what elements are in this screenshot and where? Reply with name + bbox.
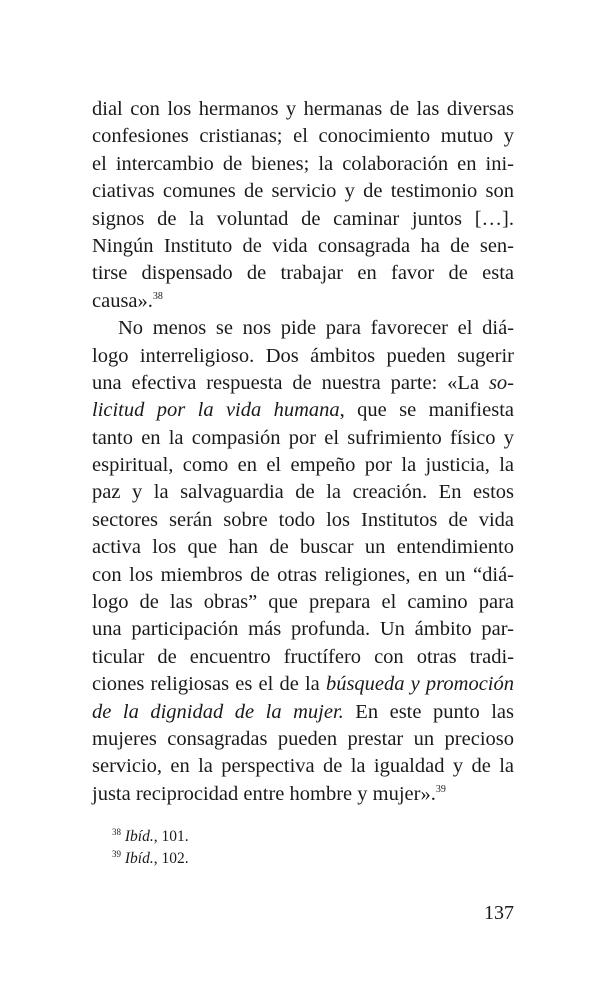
footnotes <box>112 826 189 870</box>
text-line: el intercambio de bienes; la colaboración en ini- <box>92 152 514 175</box>
italic-text: búsqueda y promoción <box>325 673 515 696</box>
text-line: logo de las obras” que prepara el camino para <box>92 591 514 614</box>
text-line: de la dignidad de la mujer. En este punto las <box>92 700 514 723</box>
text-line: dial con los hermanos y hermanas de las diversas <box>92 98 514 120</box>
page-number: 137 <box>484 902 514 924</box>
text-line: una participación más profunda. Un ámbito par- <box>92 618 514 641</box>
body-text <box>92 96 514 808</box>
text-line: con los miembros de otras religiones, en un “diá- <box>92 563 514 586</box>
text-line: logo interreligioso. Dos ámbitos pueden sugerir <box>92 344 514 367</box>
italic-text: de la dignidad de la mujer. <box>92 700 344 723</box>
paragraph-start-line: No menos se nos pide para favorecer el diá- <box>118 317 514 340</box>
text-line: causa».$^{38}$ <box>92 289 163 312</box>
footnote-38 <box>112 826 189 848</box>
text-line: justa reciprocidad entre hombre y mujer».$^{39}$ <box>92 782 446 805</box>
footnote-number: 38 <box>112 827 121 837</box>
footnote-ref: Ibíd. <box>124 850 154 867</box>
text-line: servicio, en la perspectiva de la igualdad y de la <box>92 755 514 778</box>
footnote-number: 39 <box>112 849 121 859</box>
text-line: confesiones cristianas; el conocimiento mutuo y <box>92 125 514 148</box>
text-line: ciones religiosas es el de la búsqueda y promoción <box>92 673 515 696</box>
text-line: ciativas comunes de servicio y de testimonio son <box>92 180 514 203</box>
footnote-39 <box>112 848 189 870</box>
text-line: Ningún Instituto de vida consagrada ha de sen- <box>92 234 514 257</box>
text-line: una efectiva respuesta de nuestra parte: «La so- <box>92 371 514 394</box>
text-line: espiritual, como en el empeño por la justicia, la <box>92 454 514 477</box>
footnote-ref: Ibíd. <box>124 828 154 845</box>
italic-text: so- <box>488 371 514 394</box>
footnote-ref-39: 39 <box>435 783 446 795</box>
text-line: paz y la salvaguardia de la creación. En estos <box>92 481 514 504</box>
text-line: sectores serán sobre todo los Institutos de vida <box>92 508 514 531</box>
footnote-text: , 101. <box>153 828 189 845</box>
text-line: tanto en la compasión por el sufrimiento físico y <box>92 426 514 449</box>
text-line: signos de la voluntad de caminar juntos […]. <box>92 207 514 230</box>
text-line: licitud por la vida humana, que se manifiesta <box>92 399 514 422</box>
text-line: ticular de encuentro fructífero con otras tradi- <box>92 645 514 668</box>
footnote-ref-38: 38 <box>152 290 163 302</box>
text-line: tirse dispensado de trabajar en favor de esta <box>92 262 514 285</box>
italic-text: licitud por la vida humana <box>92 399 340 422</box>
text-line: activa los que han de buscar un entendimiento <box>92 536 514 559</box>
text-line: mujeres consagradas pueden prestar un precioso <box>92 727 514 750</box>
footnote-text: , 102. <box>153 850 189 867</box>
